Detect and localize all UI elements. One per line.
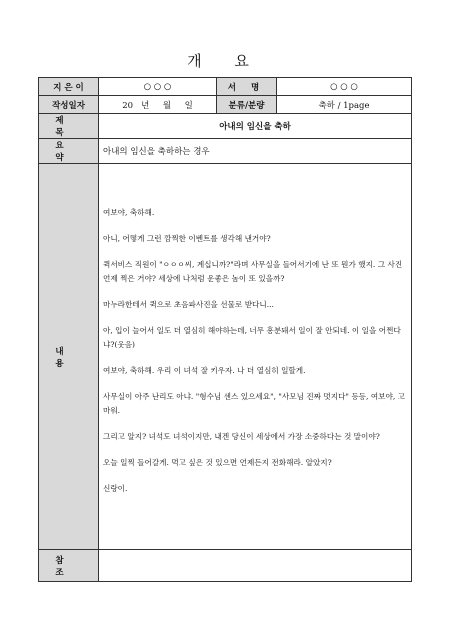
content-paragraph: 마누라한테서 퀵으로 초음파사진을 선물로 받다니...: [103, 299, 274, 309]
summary-row: [39, 139, 412, 164]
date-value: 20 년 월 일: [99, 96, 217, 114]
summary-form-table: [38, 77, 412, 582]
summary-label: 요 약: [39, 139, 99, 164]
signature-label: 서 명: [217, 78, 277, 96]
content-paragraph: 여보야, 축하해.: [103, 207, 155, 217]
reference-label: 참 조: [39, 550, 99, 582]
author-label: 지 은 이: [39, 78, 99, 96]
subject-value: 아내의 임신을 축하: [99, 114, 412, 139]
content-row: [39, 164, 412, 550]
summary-value: 아내의 임신을 축하하는 경우: [99, 139, 412, 164]
content-paragraph: 그리고 알지? 녀석도 녀석이지만, 내겐 당신이 세상에서 가장 소중하다는 것 말이야?: [103, 431, 380, 441]
content-paragraph: 퀵서비스 직원이 "ㅇㅇㅇ씨, 계십니까?"라며 사무실을 들어서기에 난 또 뭔가 했지. 그 사진 언제 찍은 거야? 세상에 나처럼 운좋은 놈이 또 있을까?: [103, 259, 403, 283]
content-paragraph: 아니, 어떻게 그런 깜찍한 이벤트를 생각해 낸거야?: [103, 233, 271, 243]
category-value: 축하 / 1page: [277, 96, 412, 114]
reference-value: [99, 550, 412, 582]
content-paragraph: 오늘 일찍 들어갈게. 먹고 싶은 것 있으면 언제든지 전화해라. 알았지?: [103, 457, 332, 467]
category-label: 분류/분량: [217, 96, 277, 114]
content-paragraph: 신랑이.: [103, 483, 128, 493]
content-paragraph: 사무실이 아주 난리도 아냐. "형수님 센스 있으세요", "사모님 진짜 멋지다" 등등, 여보야, 고마워.: [103, 391, 405, 415]
document-title: 개 요: [187, 52, 263, 70]
author-value: ○ ○ ○: [99, 78, 217, 96]
reference-row: [39, 550, 412, 582]
signature-value: ○ ○ ○: [277, 78, 412, 96]
date-label: 작성일자: [39, 96, 99, 114]
content-paragraph: 여보야, 축하해. 우리 이 녀석 잘 키우자. 나 더 열심히 일할게.: [103, 365, 306, 375]
date-row: [39, 96, 412, 114]
subject-label: 제 목: [39, 114, 99, 139]
author-row: [39, 78, 412, 96]
subject-row: [39, 114, 412, 139]
content-paragraph: 아, 입이 늘어서 일도 더 열심히 해야하는데, 너무 흥분돼서 일이 잘 안되네. 이 일을 어쩐다냐?(웃음): [103, 325, 401, 349]
content-label: 내 용: [39, 164, 99, 550]
content-body: [99, 164, 412, 550]
